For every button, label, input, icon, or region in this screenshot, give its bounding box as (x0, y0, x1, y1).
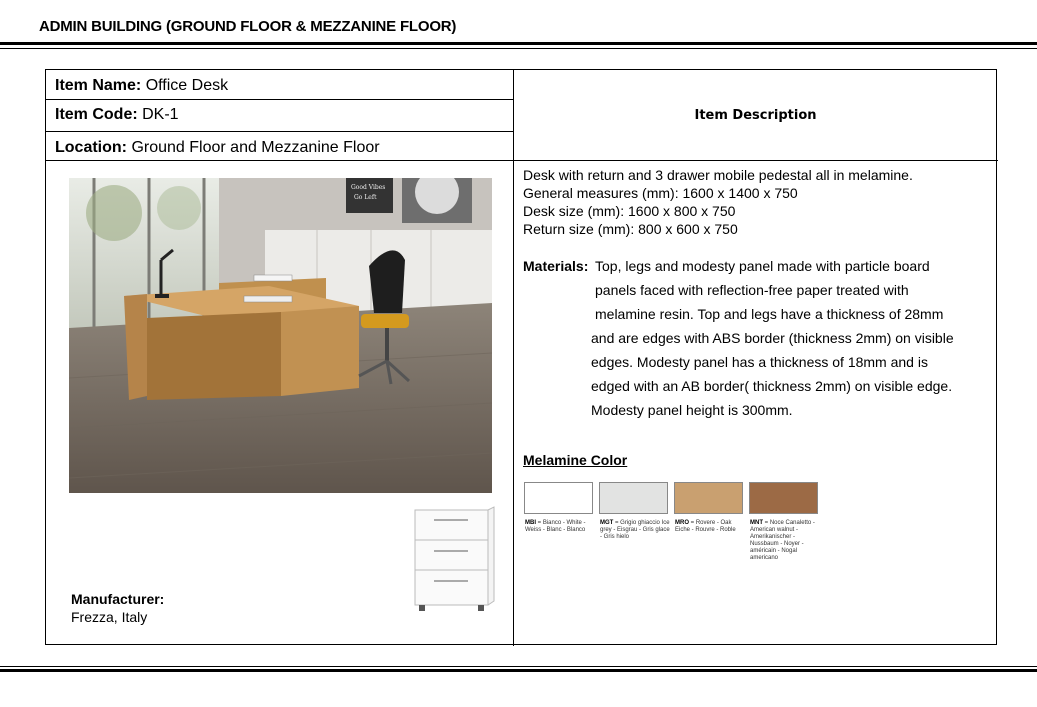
item-name-value: Office Desk (145, 77, 229, 94)
description-line: Return size (mm): 800 x 600 x 750 (523, 221, 738, 237)
item-name-label: Item Name: (55, 77, 142, 94)
top-rule-thin (0, 48, 1037, 49)
poster-line-2: Go Left (354, 194, 377, 201)
materials-line: panels faced with reflection-free paper treated with (595, 282, 909, 298)
column-divider (513, 70, 514, 646)
materials-label: Materials: (523, 258, 589, 274)
swatch-mro (674, 482, 743, 514)
location-value: Ground Floor and Mezzanine Floor (131, 139, 380, 156)
manufacturer-label: Manufacturer: (71, 591, 165, 607)
row-divider (46, 131, 513, 132)
item-sheet (45, 69, 997, 645)
swatch-mnt (749, 482, 818, 514)
swatch-mgt (599, 482, 668, 514)
bottom-rule (0, 669, 1037, 672)
bottom-rule-thin (0, 666, 1037, 667)
manufacturer-value: Frezza, Italy (71, 609, 148, 625)
description-line: Desk with return and 3 drawer mobile pedestal all in melamine. (523, 167, 913, 183)
materials-line: Modesty panel height is 300mm. (591, 402, 793, 418)
swatch-caption-mbi: MBI = Bianco - White - Weiss - Blanc - Blanco (525, 520, 586, 533)
item-name-field (55, 77, 228, 95)
materials-line: Top, legs and modesty panel made with particle board (595, 258, 930, 274)
materials-line: edges. Modesty panel has a thickness of 18mm and is (591, 354, 928, 370)
item-code-field (55, 106, 179, 124)
row-divider (46, 99, 513, 100)
description-line: Desk size (mm): 1600 x 800 x 750 (523, 203, 736, 219)
location-label: Location: (55, 139, 127, 156)
materials-line: and are edges with ABS border (thickness 2mm) on visible (591, 330, 954, 346)
mobile-pedestal-photo (412, 506, 497, 614)
item-code-value: DK-1 (142, 106, 179, 123)
office-desk-photo (69, 178, 492, 493)
page-title: ADMIN BUILDING (GROUND FLOOR & MEZZANINE FLOOR) (39, 18, 457, 35)
description-line: General measures (mm): 1600 x 1400 x 750 (523, 185, 798, 201)
header-divider (46, 160, 998, 161)
item-code-label: Item Code: (55, 106, 138, 123)
materials-line: edged with an AB border( thickness 2mm) on visible edge. (591, 378, 953, 394)
description-text (523, 166, 913, 238)
materials-line: melamine resin. Top and legs have a thickness of 28mm (595, 306, 944, 322)
poster-line-1: Good Vibes (351, 184, 386, 191)
swatch-caption-mro: MRO = Rovere - Oak Eiche - Rouvre - Roble (675, 520, 736, 533)
item-description-heading: Item Description (694, 108, 817, 123)
location-field (55, 139, 380, 157)
melamine-color-heading: Melamine Color (523, 452, 628, 468)
swatch-mbi (524, 482, 593, 514)
swatch-caption-mgt: MGT = Grigio ghiaccio Ice grey - Eisgrau - Gris glace - Gris hielo (600, 520, 670, 540)
top-rule (0, 42, 1037, 45)
swatch-caption-mnt: MNT = Noce Canaletto - American walnut - Amerikanischer - Nussbaum - Noyer - américain - Nogal americano (750, 520, 815, 561)
